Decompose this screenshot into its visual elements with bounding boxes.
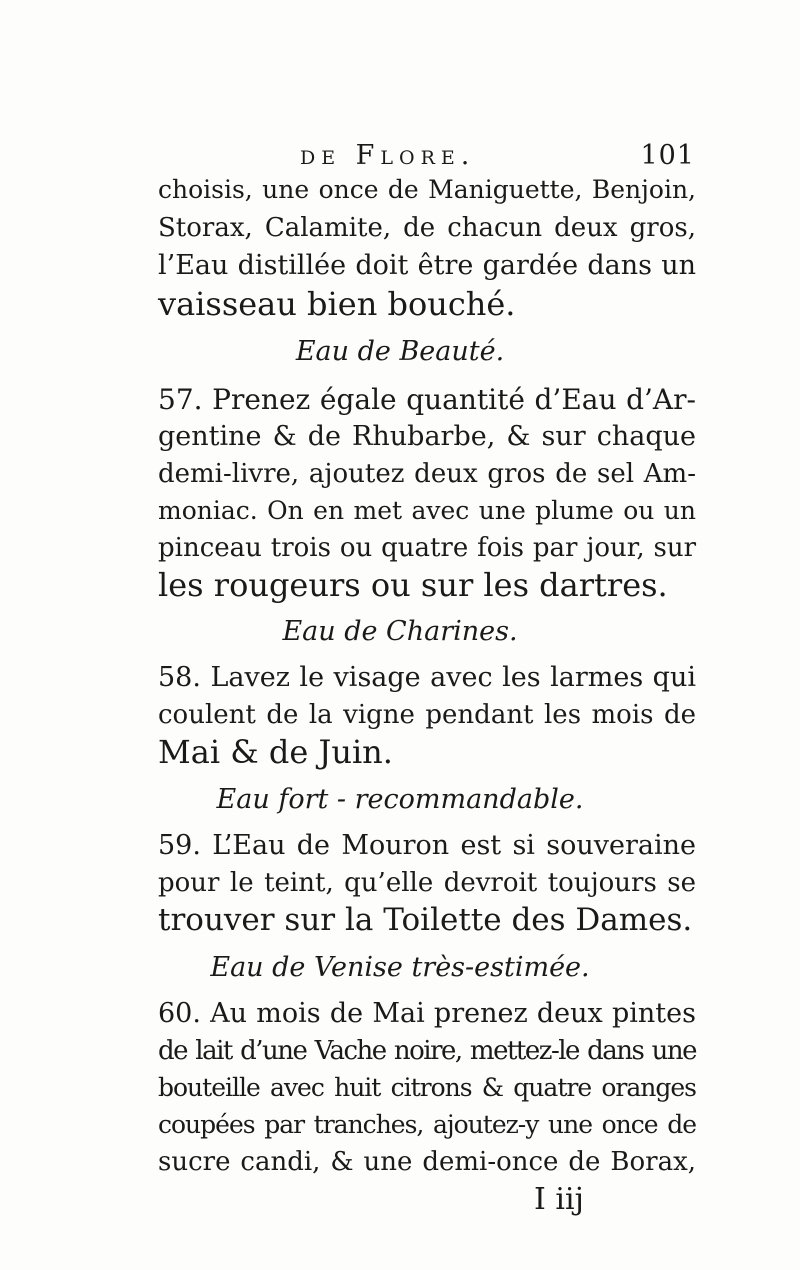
section-heading: Eau fort - recommandable. (216, 784, 584, 815)
section-heading: Eau de Charines. (282, 616, 518, 647)
text-line: vaisseau bien bouché. (158, 285, 516, 323)
text-line: bouteille avec huit citrons & quatre oranges (158, 1073, 696, 1102)
text-line: Mai & de Juin. (158, 733, 393, 771)
text-line: coulent de la vigne pendant les mois de (158, 700, 696, 730)
page-number: 101 (640, 140, 695, 171)
text-line: gentine & de Rhubarbe, & sur chaque (158, 421, 696, 452)
text-line: 60. Au mois de Mai prenez deux pintes (158, 998, 696, 1029)
running-title: de Flore. (300, 140, 476, 171)
text-line: pour le teint, qu’elle devroit toujours se (158, 868, 696, 898)
signature-mark: I iij (534, 1182, 584, 1217)
text-line: moniac. On en met avec une plume ou un (158, 496, 696, 525)
text-line: 58. Lavez le visage avec les larmes qui (158, 662, 696, 693)
text-line: Storax, Calamite, de chacun deux gros, (158, 213, 696, 243)
text-line: coupées par tranches, ajoutez-y une once de (158, 1110, 696, 1139)
text-line: les rougeurs ou sur les dartres. (158, 566, 668, 604)
text-line: sucre candi, & une demi-once de Borax, (158, 1147, 696, 1177)
text-line: trouver sur la Toilette des Dames. (158, 902, 693, 938)
text-line: l’Eau distillée doit être gardée dans un (158, 250, 696, 281)
text-line: 57. Prenez égale quantité d’Eau d’Ar- (158, 383, 696, 416)
section-heading: Eau de Beauté. (295, 336, 505, 367)
text-line: 59. L’Eau de Mouron est si souveraine (158, 830, 696, 861)
text-line: de lait d’une Vache noire, mettez-le dans une (158, 1036, 696, 1066)
text-line: demi-livre, ajoutez deux gros de sel Am- (158, 459, 696, 489)
text-line: choisis, une once de Maniguette, Benjoin, (158, 175, 696, 204)
section-heading: Eau de Venise très-estimée. (210, 952, 590, 983)
text-line: pinceau trois ou quatre fois par jour, sur (158, 533, 696, 563)
